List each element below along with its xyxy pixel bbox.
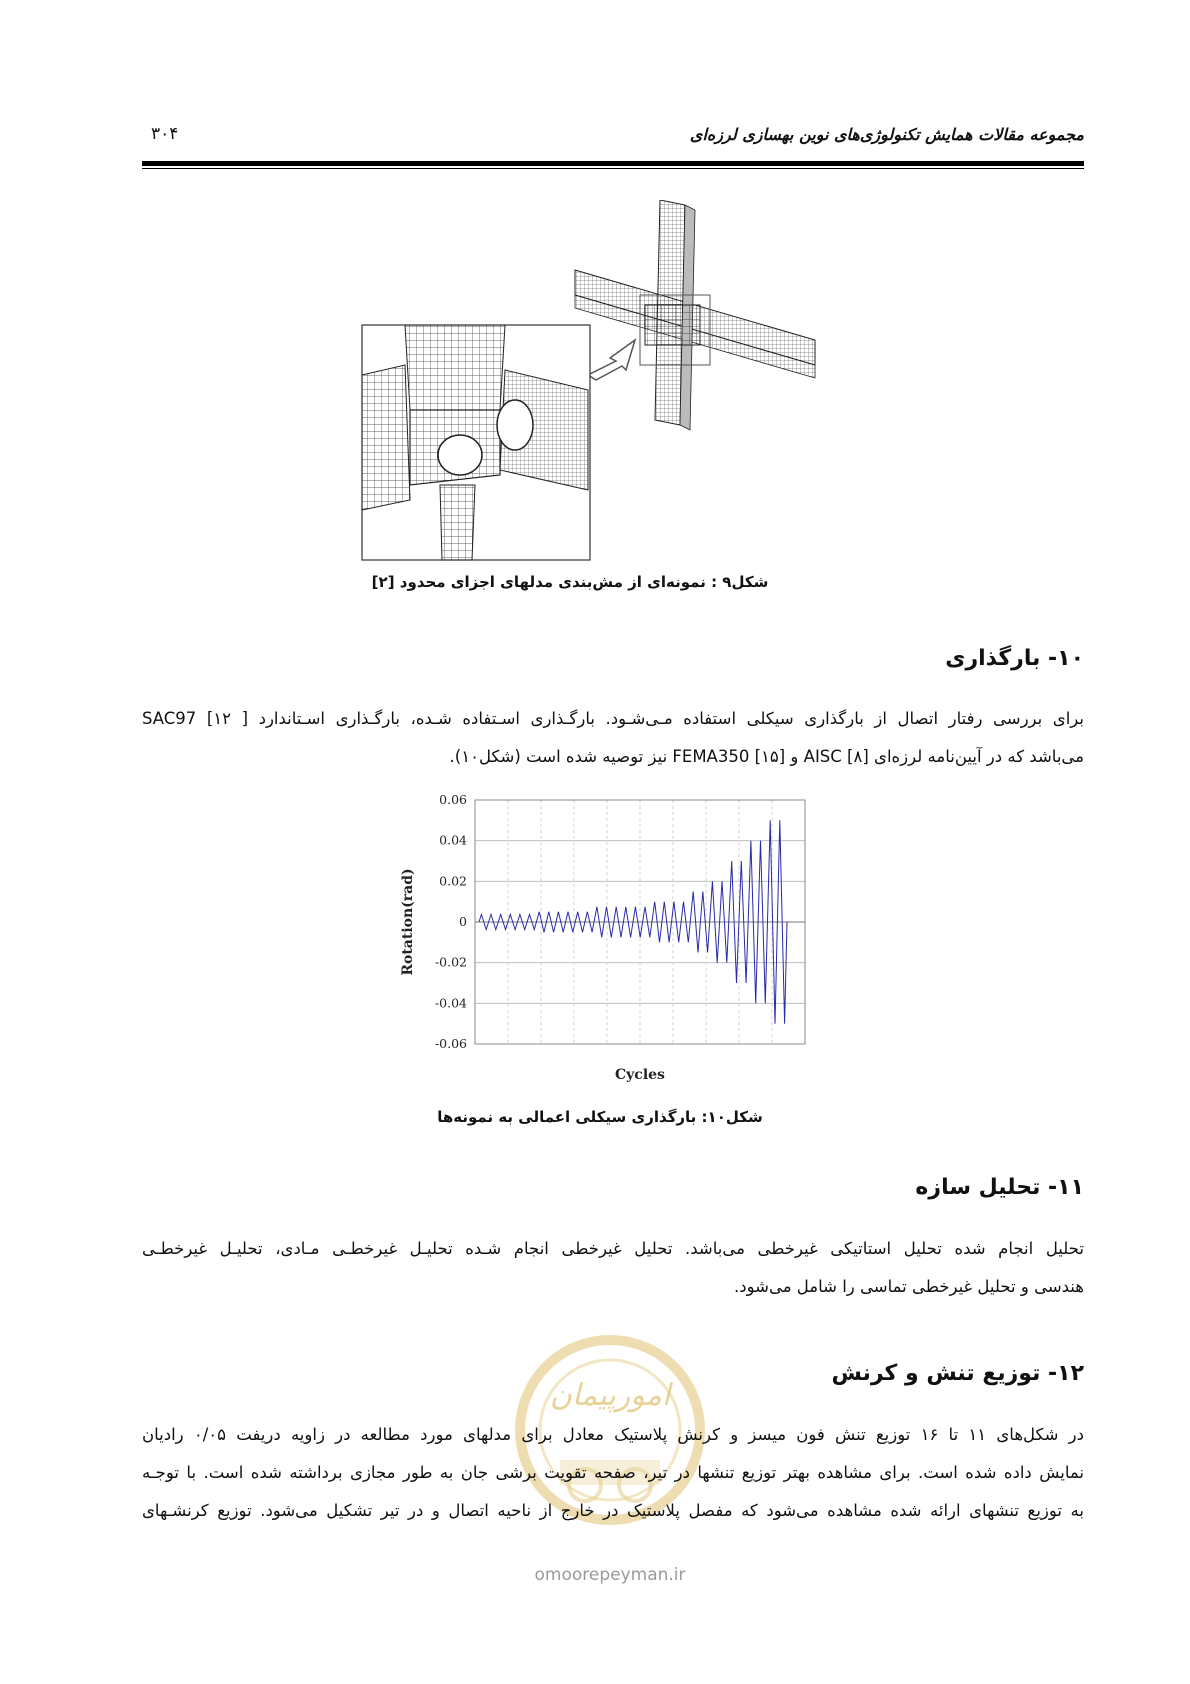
figure9-mesh-image — [360, 200, 860, 565]
watermark-url: omoorepeyman.ir — [534, 1565, 686, 1585]
page-number: ۳۰۴ — [151, 124, 179, 144]
figure10-caption: شکل۱۰: بارگذاری سیکلی اعمالی به نمونه‌ها — [437, 1108, 763, 1126]
running-header-title: مجموعه مقالات همایش تکنولوژی‌های نوین بهسازی لرزه‌ای — [689, 125, 1084, 144]
section10-line1: برای بررسی رفتار اتصال از بارگذاری سیکلی استفاده مـی‌شـود. بارگـذاری اسـتفاده شـده، بارگـذاری اسـتاندارد SAC97 [۱۲ ] — [142, 709, 1084, 728]
section10-heading: ۱۰- بارگذاری — [945, 646, 1084, 671]
y-tick-label: -0.02 — [434, 954, 467, 970]
section11-line1: تحلیل انجام شده تحلیل استاتیکی غیرخطی می‌باشد. تحلیل غیرخطی انجام شـده تحلیـل غیرخطـی مـادی، تحلیـل غیرخطـی — [142, 1239, 1084, 1258]
y-tick-label: -0.04 — [434, 995, 467, 1011]
y-tick-label: -0.06 — [434, 1036, 467, 1051]
section12-heading: ۱۲- توزیع تنش و کرنش — [831, 1361, 1084, 1386]
header-rule-thick — [142, 161, 1084, 166]
section12-line3: به توزیع تنشهای ارائه شده مشاهده می‌شود که مفصل پلاستیک در خارج از ناحیه اتصال و در تیر تشکیل می‌شود. توزیع کرنشـهای — [142, 1501, 1084, 1520]
section11-line2: هندسی و تحلیل غیرخطی تماسی را شامل می‌شود. — [734, 1277, 1084, 1296]
y-tick-label: 0.02 — [439, 873, 467, 889]
section12-line2: نمایش داده شده است. برای مشاهده بهتر توزیع تنشها در تیر، صفحه تقویت برشی جان به طور مجازی برداشته شده است. با توجـه — [142, 1463, 1084, 1482]
section10-paragraph — [142, 700, 1084, 776]
arrow-icon — [588, 340, 635, 380]
section11-paragraph — [142, 1230, 1084, 1306]
y-tick-labels — [435, 792, 467, 1051]
y-axis-label: Rotation(rad) — [400, 868, 416, 976]
section11-heading: ۱۱- تحلیل سازه — [915, 1175, 1084, 1200]
section12-line1: در شکل‌های ۱۱ تا ۱۶ توزیع تنش فون میسز و کرنش پلاستیک معادل برای مدلهای مورد مطالعه در زاویه دریفت ۰/۰۵ رادیان — [142, 1425, 1084, 1444]
x-axis-label: Cycles — [615, 1067, 665, 1083]
overview-model — [575, 200, 815, 430]
zoom-inset — [362, 325, 590, 560]
figure9-caption: شکل۹ : نمونه‌ای از مش‌بندی مدلهای اجزای محدود [۲] — [371, 573, 769, 591]
header-rule-thin — [142, 168, 1084, 169]
section10-line2: می‌باشد که در آیین‌نامه لرزه‌ای AISC [۸] و FEMA350 [۱۵] نیز توصیه شده است (شکل۱۰). — [449, 747, 1084, 766]
watermark-logo-text: امورپیمان — [549, 1378, 671, 1413]
y-tick-label: 0.04 — [439, 832, 467, 848]
section12-paragraph — [142, 1416, 1084, 1530]
y-tick-label: 0.06 — [439, 792, 467, 807]
y-tick-label: 0 — [459, 914, 467, 929]
figure10-chart — [395, 790, 825, 1090]
